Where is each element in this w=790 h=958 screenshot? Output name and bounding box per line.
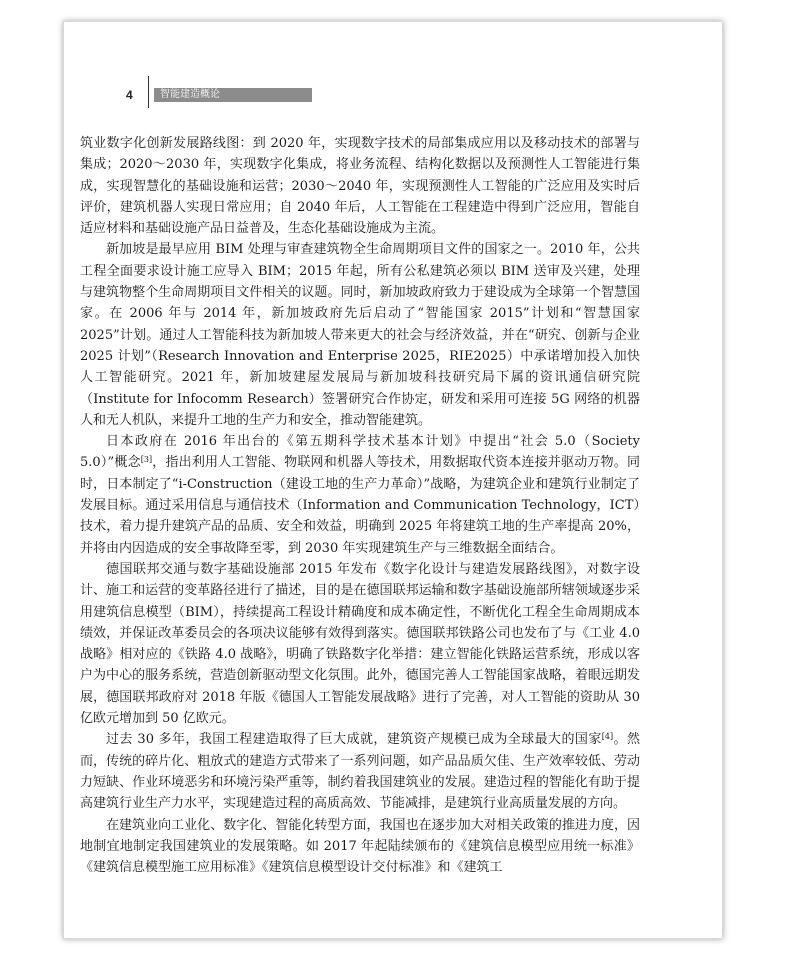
- header-divider: [148, 76, 149, 108]
- paragraph-5-part-a: 过去 30 多年，我国工程建造取得了巨大成就，建筑资产规模已成为全球最大的国家: [106, 732, 602, 748]
- citation-4[interactable]: [4]: [601, 732, 614, 742]
- page-number: 4: [126, 88, 133, 102]
- citation-3[interactable]: [3]: [140, 455, 153, 465]
- paragraph-3: [80, 431, 640, 559]
- running-header: [126, 76, 326, 106]
- paragraph-5: [80, 729, 640, 814]
- paragraph-6: 在建筑业向工业化、数字化、智能化转型方面，我国也在逐步加大对相关政策的推进力度，因地制宜地制定我国建筑业的发展策略。如 2017 年起陆续颁布的《建筑信息模型应用统一标准》《建筑信息模型施工应用标准》《建筑信息模型设计交付标准》和《建筑工: [80, 817, 640, 876]
- chapter-title-bar: 智能建造概论: [154, 88, 312, 102]
- paragraph-4: 德国联邦交通与数字基础设施部 2015 年发布《数字化设计与建造发展路线图》，对数字设计、施工和运营的变革路径进行了描述，目的是在德国联邦运输和数字基础设施部所辖领域逐步采用建筑信息模型（BIM），持续提高工程设计精确度和成本确定性，不断优化工程全生命周期成本绩效，并保证改革委员会的各项决议能够有效得到落实。德国联邦铁路公司也发布了与《工业 4.0 战略》相对应的《铁路 4.0 战略》，明确了铁路数字化举措：建立智能化铁路运营系统，形成以客户为中心的服务系统，营造创新驱动型文化氛围。此外，德国完善人工智能国家战略，着眼远期发展，德国联邦政府对 2018 年版《德国人工智能发展战略》进行了完善，对人工智能的资助从 30 亿欧元增加到 50 亿欧元。: [80, 561, 640, 727]
- paragraph-2: 新加坡是最早应用 BIM 处理与审查建筑物全生命周期项目文件的国家之一。2010 年，公共工程全面要求设计施工应导入 BIM；2015 年起，所有公私建筑必须以 BIM 送审及兴建，处理与建筑物整个生命周期项目文件相关的议题。同时，新加坡政府致力于建设成为全球第一个智慧国家。在 2006 年与 2014 年，新加坡政府先后启动了“智能国家 2015”计划和“智慧国家 2025”计划。通过人工智能科技为新加坡人带来更大的社会与经济效益，并在“研究、创新与企业 2025 计划”（Research Innovation and Enterprise 2025，RIE2025）中承诺增加投入加快人工智能研究。2021 年，新加坡建屋发展局与新加坡科技研究局下属的资讯通信研究院（Institute for Infocomm Research）签署研究合作协定，研发和采用可连接 5G 网络的机器人和无人机队，来提升工地的生产力和安全，推动智能建筑。: [80, 242, 640, 428]
- paragraph-3-part-a: 日本政府在 2016 年出台的《第五期科学技术基本计划》中提出“社会 5.0（Society 5.0）”概念: [80, 434, 640, 471]
- paragraph-1: 筑业数字化创新发展路线图：到 2020 年，实现数字技术的局部集成应用以及移动技术的部署与集成；2020～2030 年，实现数字化集成，将业务流程、结构化数据以及预测性人工智能进行集成，实现智慧化的基础设施和运营；2030～2040 年，实现预测性人工智能的广泛应用及实时后评价，建筑机器人实现日常应用；自 2040 年后，人工智能在工程建造中得到广泛应用，智能自适应材料和基础设施产品日益普及，生态化基础设施成为主流。: [80, 136, 640, 237]
- body-text: [80, 133, 640, 878]
- paragraph-3-part-b: ，指出利用人工智能、物联网和机器人等技术，用数据取代资本连接并驱动万物。同时，日本制定了“i-Construction（建设工地的生产力革命）”战略，为建筑企业和建筑行业制定了发展目标。通过采用信息与通信技术（Information and Communication Technology，ICT）技术，着力提升建筑产品的品质、安全和效益，明确到 2025 年将建筑工地的生产率提高 20%，并将由内因造成的安全事故降至零，到 2030 年实现建筑生产与三维数据全面结合。: [80, 455, 640, 556]
- paragraph-5-part-b: 。然而，传统的碎片化、粗放式的建造方式带来了一系列问题，如产品品质欠佳、生产效率较低、劳动力短缺、作业环境恶劣和环境污染严重等，制约着我国建筑业的发展。建造过程的智能化有助于提高建筑行业生产力水平，实现建造过程的高质高效、节能减排，是建筑行业高质量发展的方向。: [80, 732, 640, 812]
